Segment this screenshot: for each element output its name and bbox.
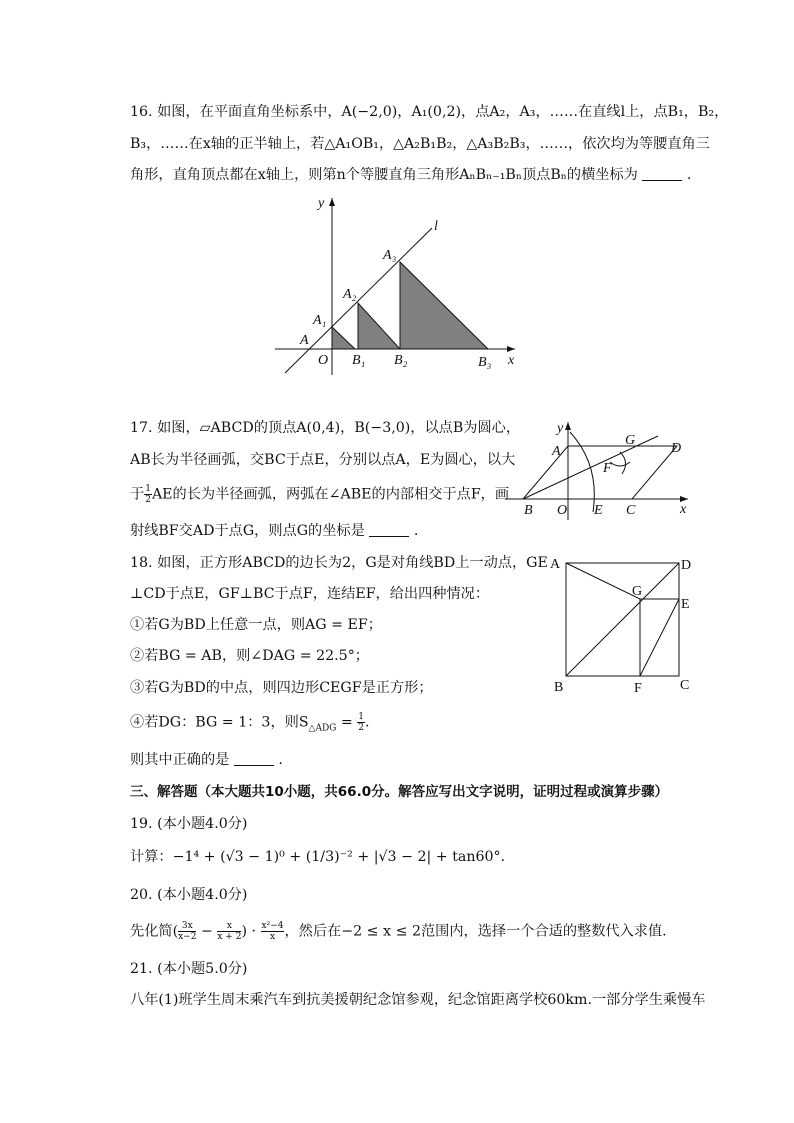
q20-frac1: [178, 921, 196, 942]
label-a1: A₁: [313, 313, 327, 328]
label-f: F: [603, 461, 612, 476]
q19-head: 19. (本小题4.0分): [130, 816, 248, 832]
q20-post: ，然后在−2 ≤ x ≤ 2范围内，选择一个合适的整数代入求值.: [284, 923, 667, 940]
label-d: D: [681, 558, 692, 573]
label-a3: A₃: [383, 248, 397, 263]
q16-line2: B₃，……在x轴的正半轴上，若△A₁OB₁，△A₂B₁B₂，△A₃B₂B₃，……，依次均为等腰直角三: [130, 136, 710, 152]
label-g: G: [632, 584, 643, 599]
q17-frac-num: 1: [145, 484, 151, 494]
label-e: E: [594, 503, 603, 518]
label-c: C: [626, 503, 636, 518]
segment-ef: [640, 599, 679, 676]
q18-line1: 18. 如图，正方形ABCD的边长为2，G是对角线BD上一动点，GE: [130, 555, 548, 571]
section-heading: 三、解答题（本大题共10小题，共66.0分。解答应写出文字说明，证明过程或演算步骤）: [130, 784, 669, 800]
q20-f3n: x²−4: [261, 921, 284, 931]
q20-frac2: [217, 921, 241, 942]
q20-f2d: x + 2: [217, 932, 242, 942]
label-a: A: [550, 557, 561, 572]
q20-f3d: x: [269, 932, 276, 942]
q20-minus: −: [196, 923, 218, 940]
label-o: O: [557, 503, 568, 518]
label-a: A: [552, 444, 561, 459]
q17-end: .: [413, 523, 419, 539]
label-x: x: [508, 353, 515, 368]
q20-f1n: 3x: [178, 921, 196, 932]
q18-o4-sub: △ADG: [308, 723, 337, 734]
q21-head: 21. (本小题5.0分): [130, 961, 248, 977]
q20-pre: 先化简(: [130, 923, 179, 940]
label-b: B: [524, 503, 533, 518]
q16-line1: 16. 如图，在平面直角坐标系中，A(−2,0)，A₁(0,2)，点A₂，A₃，……在直线l上，点B₁，B₂，: [130, 104, 729, 120]
q20-head: 20. (本小题4.0分): [130, 887, 248, 903]
q19-body: 计算：−1⁴ + (√3 − 1)⁰ + (1/3)⁻² + |√3 − 2| + tan60°.: [130, 849, 506, 865]
q18-end: .: [278, 752, 283, 768]
label-a: A: [300, 333, 309, 348]
label-g: G: [625, 433, 636, 448]
segment-ag: [566, 563, 643, 599]
q18-answer-text: 则其中正确的是: [130, 752, 230, 768]
q18-option3: ③若G为BD的中点，则四边形CEGF是正方形；: [130, 680, 433, 696]
q16-end: .: [686, 167, 692, 183]
q20-frac3: [261, 921, 285, 942]
q17-line3b: AE的长为半径画弧，两弧在∠ABE的内部相交于点F，画: [151, 486, 510, 503]
q18-option1: ①若G为BD上任意一点，则AG = EF；: [130, 617, 382, 633]
label-b1: B₁: [352, 353, 366, 368]
q17-frac-den: 2: [145, 495, 151, 505]
q17-line3a: 于: [130, 486, 145, 503]
q20-f2n: x: [217, 921, 241, 932]
label-x: x: [680, 502, 687, 517]
q17-line2: AB长为半径画弧，交BC于点E，分别以点A，E为圆心，以大: [130, 452, 516, 468]
q17-line4-text: 射线BF交AD于点G，则点G的坐标是: [130, 523, 365, 539]
label-b2: B₂: [394, 353, 408, 368]
q16-line3-text: 角形，直角顶点都在x轴上，则第n个等腰直角三角形AₙBₙ₋₁Bₙ顶点Bₙ的横坐标为: [130, 167, 638, 183]
label-a2: A₂: [343, 287, 357, 302]
q18-frac-den: 2: [358, 723, 365, 733]
label-b3: B₃: [478, 355, 492, 370]
label-f: F: [634, 681, 642, 696]
q20-body: [130, 921, 667, 942]
q18-o4a: ④若DG：BG = 1：3，则S: [130, 714, 309, 731]
label-y: y: [318, 196, 325, 211]
q18-line2: ⊥CD于点E，GF⊥BC于点F，连结EF，给出四种情况：: [130, 586, 490, 602]
label-o: O: [318, 353, 329, 368]
label-e: E: [681, 597, 690, 612]
q18-o4c: .: [365, 714, 370, 731]
q20-f1d: x−2: [178, 932, 197, 942]
label-y: y: [557, 421, 564, 436]
label-d: D: [671, 441, 682, 456]
label-c: C: [680, 678, 690, 693]
label-l: l: [434, 219, 438, 234]
q21-body: 八年(1)班学生周末乘汽车到抗美援朝纪念馆参观，纪念馆距离学校60km.一部分学生乘慢车: [130, 992, 706, 1008]
q18-frac-num: 1: [358, 712, 365, 722]
label-b: B: [554, 680, 564, 695]
q20-mid: ) ·: [241, 923, 261, 940]
q18-option2: ②若BG = AB，则∠DAG = 22.5°；: [130, 648, 369, 664]
q18-o4b: =: [336, 714, 358, 731]
diagonal-bd: [566, 563, 679, 676]
q17-line1: 17. 如图，▱ABCD的顶点A(0,4)，B(−3,0)，以点B为圆心，: [130, 420, 521, 436]
